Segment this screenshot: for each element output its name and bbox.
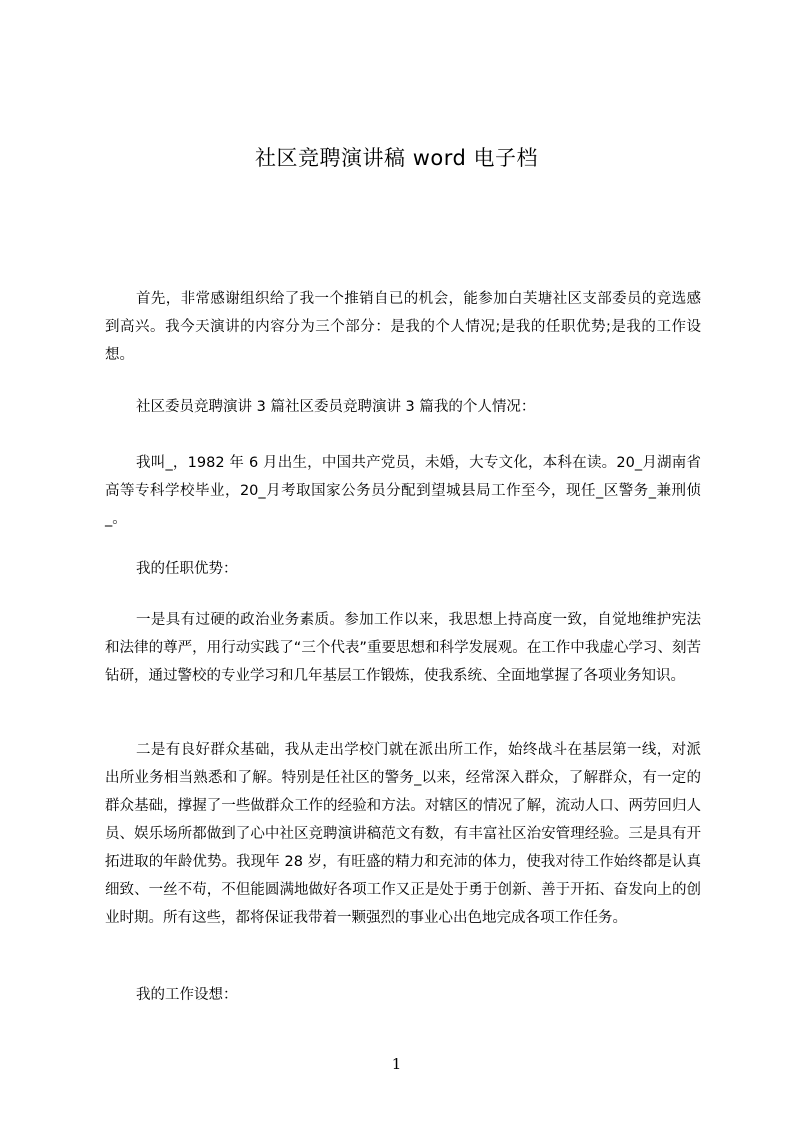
paragraph-personal-heading: 社区委员竞聘演讲 3 篇社区委员竞聘演讲 3 篇我的个人情况： [136, 399, 536, 415]
paragraph-personal-info: 我叫_，1982 年 6 月出生，中国共产党员，未婚，大专文化，本科在读。20_月湖南省高等专科学校毕业，20_月考取国家公务员分配到望城县局工作至今，现任_区警务_兼刑侦_。 [105, 455, 701, 527]
paragraph-plans-heading: 我的工作设想： [136, 987, 238, 1003]
document-title: 社区竞聘演讲稿 word 电子档 [255, 146, 538, 170]
page-number: 1 [391, 1055, 402, 1073]
paragraph-advantage-two-three: 二是有良好群众基础，我从走出学校门就在派出所工作，始终战斗在基层第一线，对派出所业务相当熟悉和了解。特别是任社区的警务_以来，经常深入群众，了解群众，有一定的群众基础，撑握了一些做群众工作的经验和方法。对辖区的情况了解，流动人口、两劳回归人员、娱乐场所都做到了心中社区竞聘演讲稿范文有数，有丰富社区治安管理经验。三是具有开拓进取的年龄优势。我现年 28 岁，有旺盛的精力和充沛的体力，使我对待工作始终都是认真细致、一丝不苟，不但能圆满地做好各项工作又正是处于勇于创新、善于开拓、奋发向上的创业时期。所有这些，都将保证我带着一颗强烈的事业心出色地完成各项工作任务。 [105, 742, 701, 926]
paragraph-advantage-one: 一是具有过硬的政治业务素质。参加工作以来，我思想上持高度一致，自觉地维护宪法和法律的尊严，用行动实践了“三个代表”重要思想和科学发展观。在工作中我虚心学习、刻苦钻研，通过警校的专业学习和几年基层工作锻炼，使我系统、全面地掌握了各项业务知识。 [105, 612, 701, 684]
paragraph-advantages-heading: 我的任职优势： [136, 561, 238, 577]
paragraph-introduction: 首先，非常感谢组织给了我一个推销自已的机会，能参加白芙塘社区支部委员的竞选感到高兴。我今天演讲的内容分为三个部分：是我的个人情况;是我的任职优势;是我的工作设想。 [105, 291, 701, 363]
